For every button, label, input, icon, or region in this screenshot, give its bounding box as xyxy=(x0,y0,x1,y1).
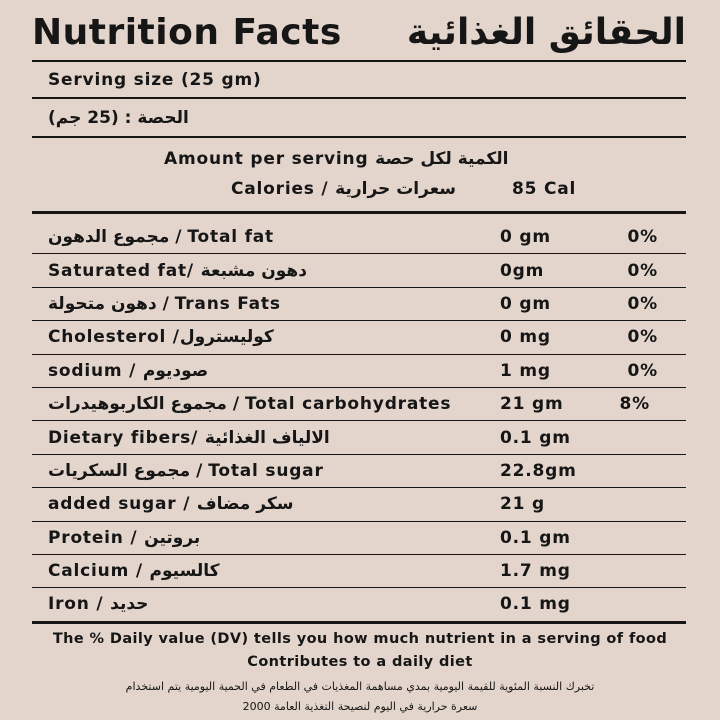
table-row xyxy=(32,488,686,521)
calories-label: Calories / سعرات حرارية xyxy=(231,179,457,199)
calories-value: 85 Cal xyxy=(512,179,577,199)
divider xyxy=(32,60,686,62)
nutrient-name: Cholesterol /كوليسترول xyxy=(48,327,274,348)
nutrient-daily-value: 0% xyxy=(627,360,658,381)
nutrient-amount: 0gm xyxy=(500,260,545,281)
nutrient-amount: 0.1 mg xyxy=(500,594,571,615)
nutrient-daily-value: 8% xyxy=(619,394,650,415)
table-row xyxy=(32,421,686,454)
table-row xyxy=(32,588,686,620)
footnote-english-line-1: The % Daily value (DV) tells you how much nutrient in a serving of food xyxy=(52,631,668,647)
nutrient-name: sodium / صوديوم xyxy=(48,360,209,381)
table-row xyxy=(32,288,686,321)
nutrient-name: دهون متحولة / Trans Fats xyxy=(48,293,281,314)
nutrition-facts-label xyxy=(32,0,686,720)
footnote-english-line-2: Contributes to a daily diet xyxy=(247,654,473,670)
table-row xyxy=(32,522,686,555)
nutrient-table xyxy=(32,221,686,621)
title-english: Nutrition Facts xyxy=(32,11,342,53)
nutrient-name: added sugar / سكر مضاف xyxy=(48,494,294,515)
table-row xyxy=(32,254,686,287)
title-arabic: الحقائق الغذائية xyxy=(406,11,686,53)
nutrient-amount: 1 mg xyxy=(500,360,551,381)
nutrient-name: Protein / بروتين xyxy=(48,527,201,548)
table-row xyxy=(32,321,686,354)
table-row xyxy=(32,355,686,388)
nutrient-daily-value: 0% xyxy=(627,327,658,348)
nutrient-name: Dietary fibers/ الالياف الغذائية xyxy=(48,427,330,448)
nutrient-name: مجموع السكريات / Total sugar xyxy=(48,460,324,481)
nutrient-amount: 21 gm xyxy=(500,394,564,415)
label-title xyxy=(32,8,686,56)
divider xyxy=(32,621,686,624)
amount-per-serving: Amount per serving الكمية لكل حصة xyxy=(164,149,509,169)
nutrient-amount: 0.1 gm xyxy=(500,427,571,448)
nutrient-amount: 22.8gm xyxy=(500,460,577,481)
nutrient-amount: 21 g xyxy=(500,494,545,515)
nutrient-amount: 0 mg xyxy=(500,327,551,348)
nutrient-name: Iron / حديد xyxy=(48,594,149,615)
nutrient-amount: 0 gm xyxy=(500,293,551,314)
nutrient-name: Calcium / كالسيوم xyxy=(48,561,220,582)
nutrient-name: Saturated fat/ دهون مشبعة xyxy=(48,260,307,281)
table-row xyxy=(32,388,686,421)
divider xyxy=(32,97,686,99)
table-row xyxy=(32,221,686,254)
nutrient-daily-value: 0% xyxy=(627,293,658,314)
nutrient-daily-value: 0% xyxy=(627,227,658,248)
table-row xyxy=(32,455,686,488)
divider xyxy=(32,136,686,138)
nutrient-daily-value: 0% xyxy=(627,260,658,281)
serving-size-english: Serving size (25 gm) xyxy=(48,70,262,90)
footnote-arabic-line-2: سعرة حرارية في اليوم لنصيحة التغذية العامة 2000 xyxy=(242,700,478,713)
table-row xyxy=(32,555,686,588)
nutrient-amount: 0.1 gm xyxy=(500,527,571,548)
footnote-arabic-line-1: تخبرك النسبة المئوية للقيمة اليومية بمدي مساهمة المغذيات في الطعام في الحمية اليومية يتم استخدام xyxy=(125,680,595,693)
nutrient-amount: 1.7 mg xyxy=(500,561,571,582)
nutrient-amount: 0 gm xyxy=(500,227,551,248)
nutrient-name: مجموع الدهون / Total fat xyxy=(48,227,274,248)
divider xyxy=(32,211,686,214)
serving-size-arabic: الحصة : (25 جم) xyxy=(48,108,189,128)
nutrient-name: مجموع الكاربوهيدرات / Total carbohydrates xyxy=(48,394,452,415)
